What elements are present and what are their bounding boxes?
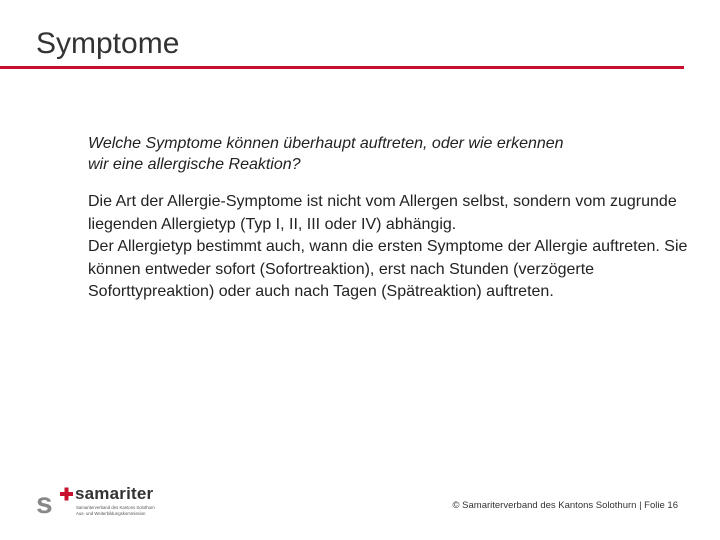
footer-text: © Samariterverband des Kantons Solothurn | Folie 16 <box>452 500 678 511</box>
title-divider <box>0 66 684 69</box>
logo-subline-2: Aus- und Weiterbildungskommission <box>76 511 146 516</box>
body-text <box>88 191 688 304</box>
samariter-logo-icon <box>36 486 74 516</box>
slide-title: Symptome <box>36 27 180 60</box>
question-line-1: Welche Symptome können überhaupt auftreten, oder wie erkennen <box>88 135 564 152</box>
svg-text:s: s <box>36 487 53 516</box>
intro-question <box>88 133 688 175</box>
samariter-logo <box>36 484 196 524</box>
logo-subline-1: Samariterverband des Kantons Solothurn <box>76 505 155 510</box>
logo-name: samariter <box>75 484 154 503</box>
paragraph-2: Der Allergietyp bestimmt auch, wann die ersten Symptome der Allergie auftreten. Sie können entweder sofort (Sofortreaktion), erst nach Stunden (verzögerte Soforttypreaktion) oder auch nach Tagen (Spätreaktion) auftreten. <box>88 238 688 300</box>
paragraph-1: Die Art der Allergie-Symptome ist nicht vom Allergen selbst, sondern vom zugrunde liegenden Allergietyp (Typ I, II, III oder IV) abhängig. <box>88 193 677 233</box>
question-line-2: wir eine allergische Reaktion? <box>88 156 301 173</box>
